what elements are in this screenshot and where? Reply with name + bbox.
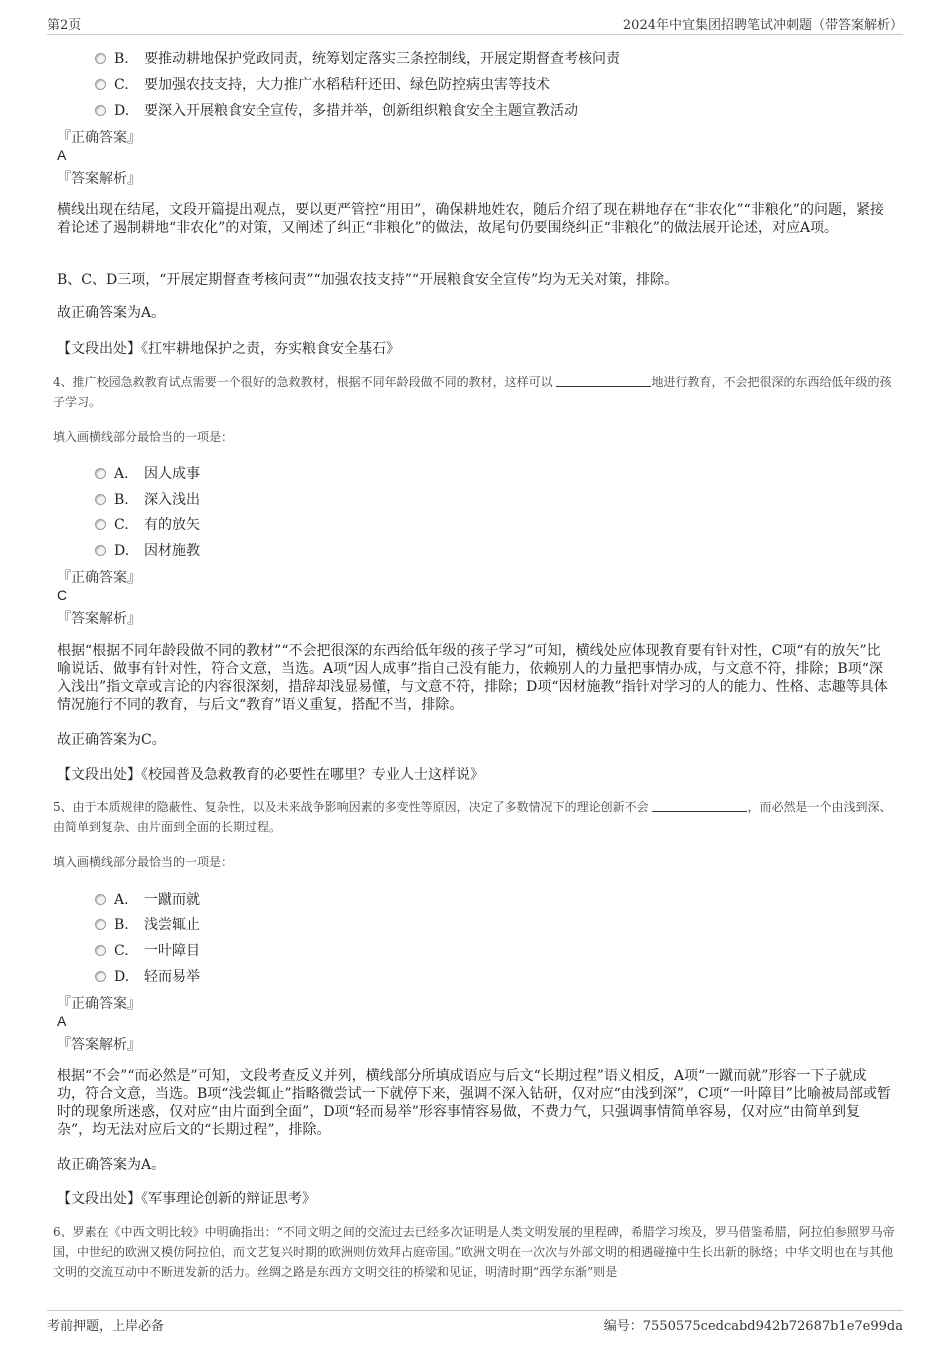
- q4-answer-label: 『正确答案』: [57, 570, 141, 586]
- q3-option-b[interactable]: B. 要推动耕地保护党政同责，统筹划定落实三条控制线，开展定期督查考核问责: [95, 48, 620, 68]
- q5-option-c[interactable]: C. 一叶障目: [95, 940, 200, 960]
- page-number: 第2页: [47, 18, 82, 33]
- q5-option-b[interactable]: B. 浅尝辄止: [95, 914, 200, 934]
- q4-option-c[interactable]: C. 有的放矢: [95, 514, 200, 534]
- q5-option-a[interactable]: A. 一蹴而就: [95, 889, 200, 909]
- radio-icon[interactable]: [95, 971, 106, 982]
- footer-slogan: 考前押题，上岸必备: [47, 1319, 165, 1334]
- q3-option-c[interactable]: C. 要加强农技支持，大力推广水稻秸秆还田、绿色防控病虫害等技术: [95, 74, 550, 94]
- radio-icon[interactable]: [95, 894, 106, 905]
- q4-stem: 4、推广校园急救教育试点需要一个很好的急救教材，根据不同年龄段做不同的教材，这样可以 地进行教育，不会把很深的东西给低年级的孩子学习。: [53, 375, 892, 409]
- radio-icon[interactable]: [95, 468, 106, 479]
- q4-option-b[interactable]: B. 深入浅出: [95, 489, 200, 509]
- q5-answer: A: [57, 1013, 67, 1029]
- q5-conclusion: 故正确答案为A。: [57, 1157, 166, 1173]
- fill-blank: [652, 799, 747, 812]
- q5-analysis-label: 『答案解析』: [57, 1037, 141, 1053]
- q3-answer-label: 『正确答案』: [57, 130, 141, 146]
- q3-analysis-label: 『答案解析』: [57, 171, 141, 187]
- q3-analysis: 横线出现在结尾，文段开篇提出观点，要以更严管控“用田”，确保耕地姓农，随后介绍了现在耕地存在“非农化”“非粮化”的问题，紧接着论述了遏制耕地“非农化”的对策，又阐述了纠正“非粮化”的做法，故尾句仍要围绕纠正“非粮化”的做法展开论述，对应A项。: [57, 202, 884, 236]
- radio-icon[interactable]: [95, 79, 106, 90]
- radio-icon[interactable]: [95, 53, 106, 64]
- document-title: 2024年中宜集团招聘笔试冲刺题（带答案解析）: [622, 18, 903, 33]
- q3-source: 【文段出处】《扛牢耕地保护之责，夯实粮食安全基石》: [57, 341, 400, 357]
- radio-icon[interactable]: [95, 494, 106, 505]
- radio-icon[interactable]: [95, 919, 106, 930]
- q4-option-d[interactable]: D. 因材施教: [95, 540, 200, 560]
- q5-source: 【文段出处】《军事理论创新的辩证思考》: [57, 1191, 316, 1207]
- radio-icon[interactable]: [95, 519, 106, 530]
- q5-answer-label: 『正确答案』: [57, 996, 141, 1012]
- q3-analysis-2: B、C、D三项，“开展定期督查考核问责”“加强农技支持”“开展粮食安全宣传”均为无关对策，排除。: [57, 272, 679, 288]
- q4-conclusion: 故正确答案为C。: [57, 732, 166, 748]
- radio-icon[interactable]: [95, 945, 106, 956]
- q4-source: 【文段出处】《校园普及急救教育的必要性在哪里？专业人士这样说》: [57, 767, 484, 783]
- page-footer: [47, 1310, 903, 1337]
- q4-analysis: 根据“根据不同年龄段做不同的教材”“不会把很深的东西给低年级的孩子学习”可知，横线处应体现教育要有针对性，C项“有的放矢”比喻说话、做事有针对性，符合文意，当选。A项“因人成事”指自己没有能力，依赖别人的力量把事情办成，与文意不符，排除；B项“深入浅出”指文章或言论的内容很深刻，措辞却浅显易懂，与文意不符，排除；D项“因材施教”指针对学习的人的能力、性格、志趣等具体情况施行不同的教育，与后文“教育”语义重复，搭配不当，排除。: [57, 643, 888, 713]
- q3-answer: A: [57, 147, 67, 163]
- q3-option-d[interactable]: D. 要深入开展粮食安全宣传，多措并举，创新组织粮食安全主题宣教活动: [95, 100, 578, 120]
- q4-hint: 填入画横线部分最恰当的一项是：: [53, 430, 234, 444]
- document-id: 编号：7550575cedcabd942b72687b1e7e99da: [603, 1319, 903, 1334]
- q4-analysis-label: 『答案解析』: [57, 611, 141, 627]
- radio-icon[interactable]: [95, 105, 106, 116]
- q5-stem: 5、由于本质规律的隐蔽性、复杂性，以及未来战争影响因素的多变性等原因，决定了多数情况下的理论创新不会 ，而必然是一个由浅到深、由简单到复杂、由片面到全面的长期过程。: [53, 800, 892, 834]
- q6-stem: 6、罗素在《中西文明比较》中明确指出：“不同文明之间的交流过去已经多次证明是人类文明发展的里程碑，希腊学习埃及，罗马借鉴希腊，阿拉伯参照罗马帝国，中世纪的欧洲又模仿阿拉伯，而文艺复兴时期的欧洲则仿效拜占庭帝国。”欧洲文明在一次次与外部文明的相遇碰撞中生长出新的脉络；中华文明也在与其他文明的交流互动中不断迸发新的活力。丝绸之路是东西方文明交往的桥梁和见证，明清时期“西学东渐”则是: [53, 1225, 895, 1279]
- q5-analysis: 根据“不会”“而必然是”可知，文段考查反义并列，横线部分所填成语应与后文“长期过程”语义相反，A项“一蹴而就”形容一下子就成功，符合文意，当选。B项“浅尝辄止”指略微尝试一下就停下来，强调不深入钻研，仅对应“由浅到深”，C项“一叶障目”比喻被局部或暂时的现象所迷惑，仅对应“由片面到全面”，D项“轻而易举”形容事情容易做，不费力气，只强调事情简单容易，仅对应“由简单到复杂”，均无法对应后文的“长期过程”，排除。: [57, 1068, 891, 1138]
- page-header: [47, 12, 903, 35]
- radio-icon[interactable]: [95, 545, 106, 556]
- q5-option-d[interactable]: D. 轻而易举: [95, 966, 200, 986]
- q4-answer: C: [57, 587, 68, 603]
- q4-option-a[interactable]: A. 因人成事: [95, 463, 200, 483]
- q5-hint: 填入画横线部分最恰当的一项是：: [53, 855, 234, 869]
- fill-blank: [556, 374, 651, 387]
- q3-conclusion: 故正确答案为A。: [57, 305, 166, 321]
